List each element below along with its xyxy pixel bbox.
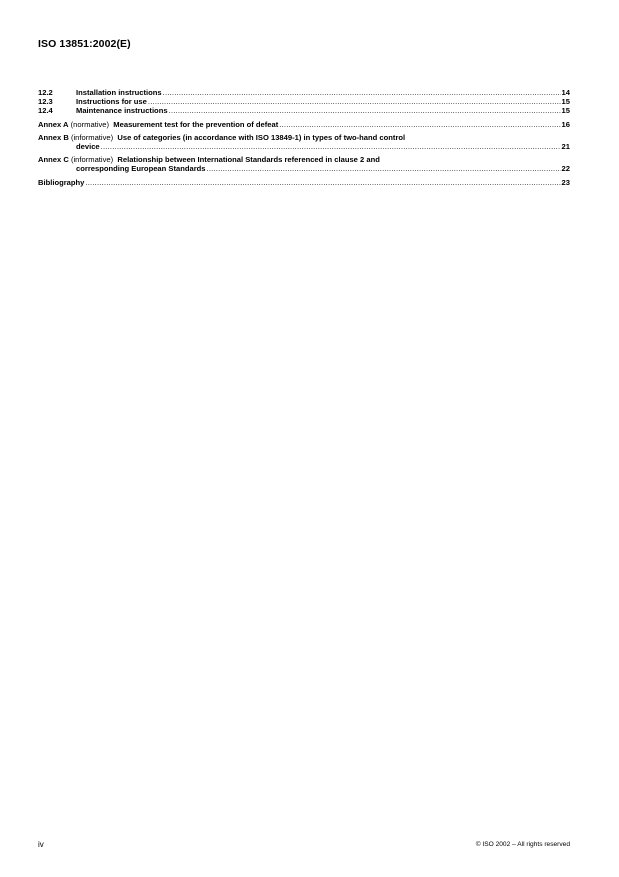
annex-title-line2: corresponding European Standards xyxy=(76,164,206,174)
annex-title-line2: device xyxy=(76,142,100,152)
annex-kind: (informative) xyxy=(70,155,114,165)
toc-entry-annex-c[interactable] xyxy=(38,155,570,173)
dot-leader xyxy=(163,88,561,97)
toc-entry-number: 12.2 xyxy=(38,88,53,97)
toc-entry-number: 12.3 xyxy=(38,97,53,107)
toc-entry-annex-b[interactable] xyxy=(38,133,570,151)
toc-entry-title: Installation instructions xyxy=(76,88,162,97)
dot-leader xyxy=(279,120,560,129)
toc-entry-bibliography[interactable] xyxy=(38,178,570,187)
annex-title-line1: Relationship between International Standards referenced in clause 2 and xyxy=(117,155,380,165)
annex-kind: (informative) xyxy=(70,132,114,142)
toc-entry-title: Instructions for use xyxy=(76,97,147,107)
page-header-title: ISO 13851:2002(E) xyxy=(38,38,131,50)
footer-copyright: © ISO 2002 – All rights reserved xyxy=(475,841,570,848)
dot-leader xyxy=(207,164,561,173)
annex-title-line1: Use of categories (in accordance with ISO 13849-1) in types of two-hand control xyxy=(117,132,406,142)
toc-entry-12-4[interactable] xyxy=(38,106,570,115)
toc-entry-number: 12.4 xyxy=(38,106,53,116)
annex-title: Measurement test for the prevention of defeat xyxy=(113,119,279,129)
toc-entry-annex-a[interactable] xyxy=(38,120,570,129)
dot-leader xyxy=(169,106,561,115)
toc-entry-12-2[interactable] xyxy=(38,88,570,97)
toc-entry-12-3[interactable] xyxy=(38,97,570,106)
toc-entry-page: 15 xyxy=(561,106,570,116)
annex-label: Annex C xyxy=(38,155,69,165)
toc-entry-page: 15 xyxy=(561,97,570,107)
annex-kind: (normative) xyxy=(70,119,110,129)
toc-entry-page: 22 xyxy=(561,164,570,174)
toc-entry-title: Bibliography xyxy=(38,177,85,187)
footer-page-number: iv xyxy=(38,840,44,849)
annex-label: Annex B xyxy=(38,132,69,142)
dot-leader xyxy=(101,142,561,151)
toc-entry-page: 21 xyxy=(561,142,570,152)
annex-label: Annex A xyxy=(38,119,69,129)
toc-entry-page: 23 xyxy=(561,177,570,187)
toc-entry-page: 16 xyxy=(561,119,570,129)
dot-leader xyxy=(85,178,560,187)
dot-leader xyxy=(148,97,561,106)
toc-entry-page: 14 xyxy=(561,88,570,97)
toc-entry-title: Maintenance instructions xyxy=(76,106,168,116)
table-of-contents xyxy=(38,88,570,187)
